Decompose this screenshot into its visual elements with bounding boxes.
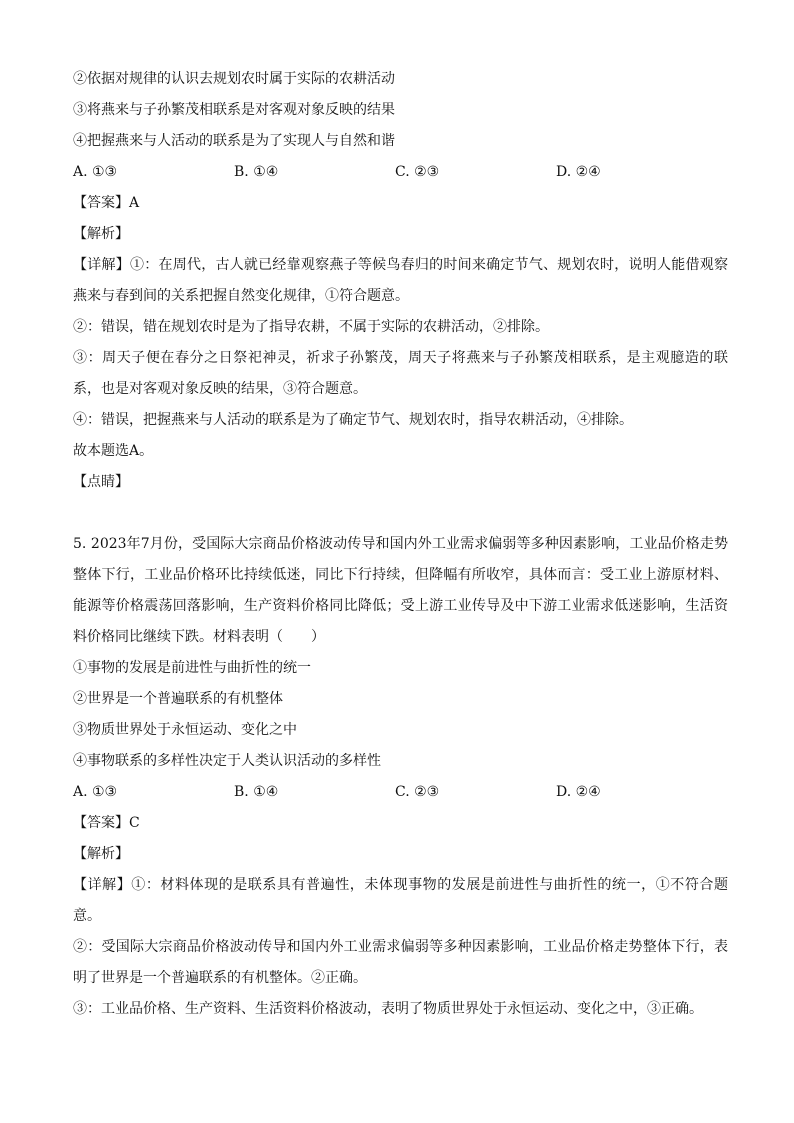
q5-analysis-label: 【解析】: [73, 846, 129, 862]
q5-detail-1: 【详解】①：材料体现的是联系具有普遍性，未体现事物的发展是前进性与曲折性的统一，①不符合题意。: [73, 877, 728, 924]
q5-detail-3: ③：工业品价格、生产资料、生活资料价格波动，表明了物质世界处于永恒运动、变化之中，③正确。: [73, 1001, 703, 1017]
section-gap: [73, 498, 728, 529]
q4-options: [73, 157, 728, 188]
q4-detail-1: 【详解】①：在周代，古人就已经靠观察燕子等候鸟春归的时间来确定节气、规划农时，说明人能借观察燕来与春到间的关系把握自然变化规律，①符合题意。: [73, 257, 728, 304]
q5-statement-4: ④事物联系的多样性决定于人类认识活动的多样性: [73, 753, 381, 769]
q4-statement-3: ③将燕来与子孙繁茂相联系是对客观对象反映的结果: [73, 102, 395, 118]
q5-option-c: C. ②③: [395, 784, 440, 800]
q5-option-d: D. ②④: [556, 784, 601, 800]
q5-stem: 5. 2023年7月份，受国际大宗商品价格波动传导和国内外工业需求偏弱等多种因素影响，工业品价格走势整体下行，工业品价格环比持续低迷，同比下行持续，但降幅有所收窄，具体而言：受工业上游原材料、能源等价格震荡回落影响，生产资料价格同比降低；受上游工业传导及中下游工业需求低迷影响，生活资料价格同比继续下跌。材料表明（ ）: [73, 536, 728, 645]
q5-option-b: B. ①④: [234, 784, 279, 800]
q4-comment-label: 【点睛】: [73, 474, 129, 490]
q4-answer: 【答案】A: [73, 195, 140, 211]
q5-statement-1: ①事物的发展是前进性与曲折性的统一: [73, 660, 311, 676]
q4-option-d: D. ②④: [556, 164, 601, 180]
q4-detail-2: ②：错误，错在规划农时是为了指导农耕，不属于实际的农耕活动，②排除。: [73, 319, 549, 335]
document-page: [73, 64, 728, 1025]
q5-option-a: A. ①③: [73, 784, 118, 800]
q4-statement-4: ④把握燕来与人活动的联系是为了实现人与自然和谐: [73, 133, 395, 149]
q4-detail-3: ③：周天子便在春分之日祭祀神灵，祈求子孙繁茂，周天子将燕来与子孙繁茂相联系，是主观臆造的联系，也是对客观对象反映的结果，③符合题意。: [73, 350, 728, 397]
q4-option-c: C. ②③: [395, 164, 440, 180]
q4-option-b: B. ①④: [234, 164, 279, 180]
q4-option-a: A. ①③: [73, 164, 118, 180]
q4-conclusion: 故本题选A。: [73, 443, 154, 459]
q4-statement-2: ②依据对规律的认识去规划农时属于实际的农耕活动: [73, 71, 395, 87]
q5-answer: 【答案】C: [73, 815, 140, 831]
q5-statement-3: ③物质世界处于永恒运动、变化之中: [73, 722, 297, 738]
q5-options: [73, 777, 728, 808]
q4-analysis-label: 【解析】: [73, 226, 129, 242]
q5-statement-2: ②世界是一个普遍联系的有机整体: [73, 691, 283, 707]
q5-detail-2: ②：受国际大宗商品价格波动传导和国内外工业需求偏弱等多种因素影响，工业品价格走势整体下行，表明了世界是一个普遍联系的有机整体。②正确。: [73, 939, 728, 986]
q4-detail-4: ④：错误，把握燕来与人活动的联系是为了确定节气、规划农时，指导农耕活动，④排除。: [73, 412, 633, 428]
